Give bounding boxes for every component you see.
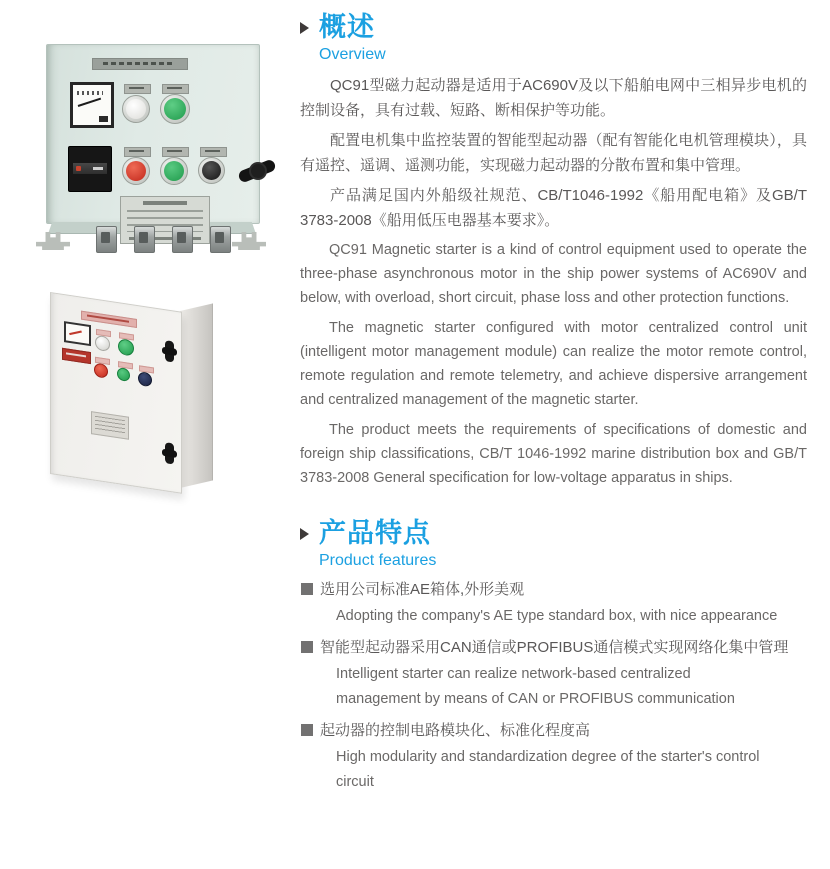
section-arrow-icon	[300, 22, 309, 34]
cable-gland	[134, 226, 155, 253]
green-run-button	[160, 157, 188, 185]
square-bullet-icon	[301, 641, 313, 653]
red-label-plate	[62, 348, 91, 364]
button-cap	[126, 99, 146, 119]
white-indicator-button	[122, 95, 150, 123]
cable-gland	[96, 226, 117, 253]
overview-title-cn: 概述	[319, 12, 375, 42]
door-latch	[165, 442, 174, 464]
protection-relay	[68, 146, 112, 192]
square-bullet-icon	[301, 724, 313, 736]
feature-item	[300, 578, 807, 629]
nameplate	[91, 411, 129, 440]
ammeter	[70, 82, 114, 128]
relay-indicator	[76, 166, 81, 171]
green-run-button	[117, 367, 130, 382]
feature-cn-line	[300, 636, 807, 660]
button-label-plate	[124, 84, 151, 94]
feature-list	[300, 578, 807, 795]
button-label-plate	[200, 147, 227, 157]
button-label-plate	[124, 147, 151, 157]
feature-cn-text: 智能型起动器采用CAN通信或PROFIBUS通信模式实现网络化集中管理	[320, 639, 789, 657]
overview-title-en: Overview	[319, 46, 386, 64]
button-cap	[126, 161, 146, 181]
paragraph: 产品满足国内外船级社规范、CB/T1046-1992《船用配电箱》及GB/T 3783-2008《船用低压电器基本要求》。	[300, 187, 807, 230]
paragraph: 配置电机集中监控装置的智能型起动器（配有智能化电机管理模块），具有遥控、遥调、遥测功能，实现磁力起动器的分散布置和集中管理。	[300, 132, 807, 175]
paragraph: The magnetic starter configured with motor centralized control unit (intelligent motor management module) can realize the motor remote control, remote regulation and remote telemetry, and achieve dispersive arrangement and centralized management of the magnetic starter.	[300, 320, 807, 409]
paragraph: The product meets the requirements of specifications of domestic and foreign ship classifications, CB/T 1046-1992 marine distribution box and GB/T 3783-2008 General specification for low-voltage apparatus in ships.	[300, 422, 807, 487]
paragraph: QC91 Magnetic starter is a kind of control equipment used to operate the three-phase asynchronous motor in the ship power systems of AC690V and below, with overload, short circuit, phase loss and other protection functions.	[300, 242, 807, 307]
features-title-en: Product features	[319, 552, 437, 570]
ammeter-scale	[77, 91, 103, 95]
relay-text-area	[93, 167, 103, 170]
feature-cn-text: 选用公司标准AE箱体,外形美观	[320, 581, 525, 599]
mounting-foot	[36, 232, 70, 250]
cabinet-top-label	[92, 58, 188, 70]
rotary-switch-hub	[251, 164, 265, 178]
door-latch	[165, 340, 174, 362]
feature-cn-line	[300, 719, 807, 743]
red-stop-button	[122, 157, 150, 185]
feature-cn-line	[300, 578, 807, 602]
nameplate-title-line	[143, 201, 187, 205]
ammeter-mark	[99, 116, 108, 122]
content-column	[300, 12, 807, 802]
feature-item	[300, 636, 807, 712]
black-reset-button	[198, 157, 225, 184]
button-label-plate	[162, 84, 189, 94]
overview-chinese-paragraphs	[300, 73, 807, 233]
button-cap	[164, 98, 186, 120]
button-cap	[202, 161, 221, 180]
section-arrow-icon	[300, 528, 309, 540]
features-title-cn: 产品特点	[319, 518, 431, 549]
button-label-plate	[162, 147, 189, 157]
product-photo-front-view	[32, 40, 270, 248]
feature-item	[300, 719, 807, 795]
overview-english-paragraphs	[300, 238, 807, 490]
button-cap	[164, 161, 184, 181]
feature-en-text: High modularity and standardization degree of the starter's control circuit	[336, 749, 760, 791]
feature-cn-text: 起动器的控制电路模块化、标准化程度高	[320, 722, 591, 740]
square-bullet-icon	[301, 583, 313, 595]
cable-gland	[210, 226, 231, 253]
cabinet-side-panel	[180, 303, 213, 488]
feature-en-text: Intelligent starter can realize network-based centralized management by means of CAN or PROFIBUS communication	[336, 666, 735, 708]
paragraph: QC91型磁力起动器是适用于AC690V及以下船舶电网中三相异步电机的控制设备，具有过载、短路、断相保护等功能。	[300, 77, 807, 120]
feature-en-text: Adopting the company's AE type standard box, with nice appearance	[336, 608, 778, 625]
red-stop-button	[94, 363, 108, 379]
mounting-foot	[232, 232, 266, 250]
green-start-button	[160, 94, 190, 124]
product-photo-angled-view	[42, 284, 270, 496]
small-meter	[64, 321, 91, 346]
green-start-button	[118, 338, 134, 356]
overview-section-header	[300, 12, 807, 43]
navy-indicator-button	[138, 371, 152, 387]
rotary-switch	[238, 158, 278, 184]
white-indicator-button	[95, 335, 110, 352]
ammeter-needle	[78, 98, 101, 107]
features-section-header	[300, 518, 807, 549]
cable-gland	[172, 226, 193, 253]
cabinet-front-panel	[50, 292, 182, 494]
